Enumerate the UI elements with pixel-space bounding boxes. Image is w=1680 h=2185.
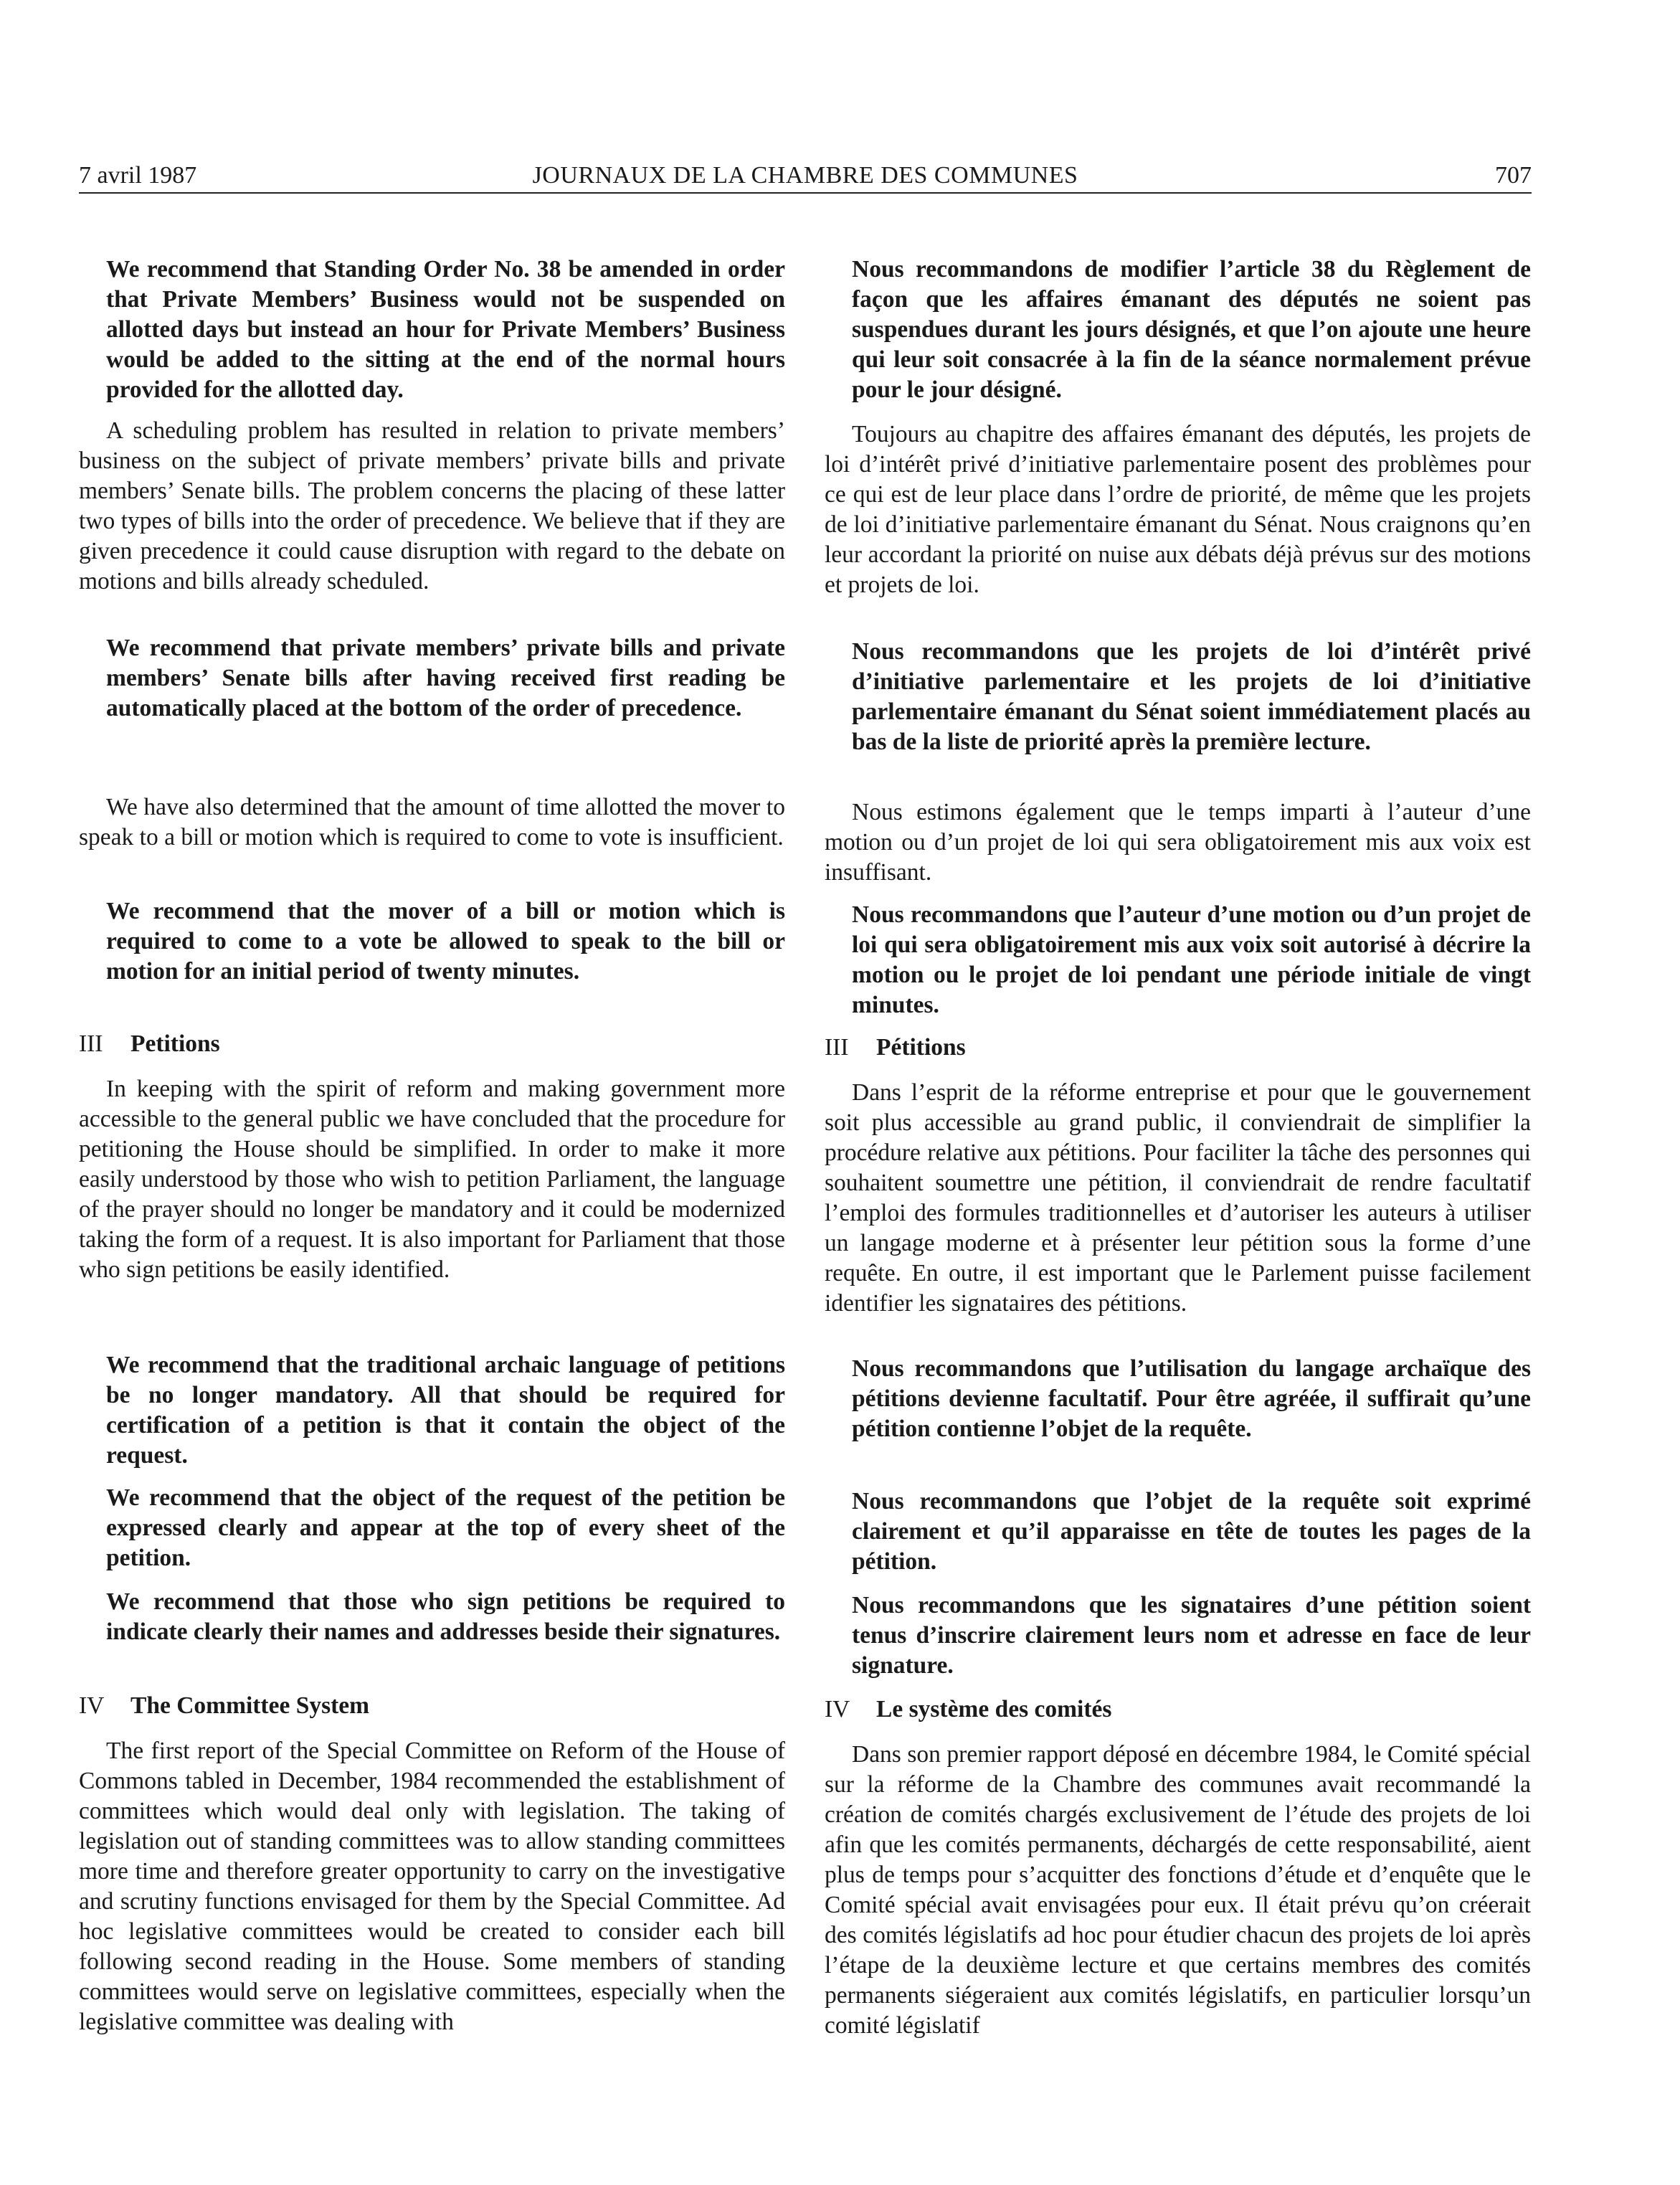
recommendation-signatures: We recommend that those who sign petitions be required to indicate clearly their names and addresses beside their signatures. — [106, 1588, 785, 1645]
recommendation-liste-de-priorite: Nous recommandons que les projets de loi d’intérêt privé d’initiative parlementaire et les projets de loi d’initiative parlementaire émanant du Sénat soient immédiatement placés au bas de la liste de priorité après la première lecture. — [852, 638, 1531, 755]
section-number: IV — [825, 1696, 850, 1722]
header-date: 7 avril 1987 — [79, 162, 197, 189]
page-header — [79, 159, 1532, 194]
recommendation-object-of-request: We recommend that the object of the request of the petition be expressed clearly and appear at the top of every sheet of the petition. — [106, 1484, 785, 1571]
paragraph-committee-system: The first report of the Special Committee on Reform of the House of Commons tabled in December, 1984 recommended the establishment of committees which would deal only with legislation. The taking of legislation out of standing committees was to allow standing committees more time and therefore greater opportunity to carry on the investigative and scrutiny functions envisaged for them by the Special Committee. Ad hoc legislative committees would be created to consider each bill following second reading in the House. Some members of standing committees would serve on legislative committees, especially when the legislative committee was dealing with — [79, 1738, 785, 2035]
section-title: Petitions — [130, 1030, 220, 1057]
section-number: III — [79, 1030, 103, 1057]
paragraph-temps-imparti: Nous estimons également que le temps imparti à l’auteur d’une motion ou d’un projet de loi qui sera obligatoirement mis aux voix est insuffisant. — [825, 799, 1531, 886]
section-number: IV — [79, 1692, 105, 1719]
recommendation-vingt-minutes: Nous recommandons que l’auteur d’une motion ou d’un projet de loi qui sera obligatoirement mis aux voix soit autorisé à décrire la motion ou le projet de loi pendant une période initiale de vingt minutes. — [852, 901, 1531, 1018]
recommendation-article-38: Nous recommandons de modifier l’article 38 du Règlement de façon que les affaires émanant des députés ne soient pas suspendues durant les jours désignés, et que l’on ajoute une heure qui leur soit consacrée à la fin de la séance normalement prévue pour le jour désigné. — [852, 256, 1531, 403]
section-title: Pétitions — [876, 1034, 966, 1061]
paragraph-time-allotted: We have also determined that the amount of time allotted the mover to speak to a bill or motion which is required to come to vote is insufficient. — [79, 794, 785, 850]
paragraph-scheduling-problem: A scheduling problem has resulted in relation to private members’ business on the subject of private members’ private bills and private members’ Senate bills. The problem concerns the placing of these latter two types of bills into the order of precedence. We believe that if they are given precedence it could cause disruption with regard to the debate on motions and bills already scheduled. — [79, 417, 785, 594]
recommendation-standing-order-38: We recommend that Standing Order No. 38 be amended in order that Private Members’ Business would not be suspended on allotted days but instead an hour for Private Members’ Business would be added to the sitting at the end of the normal hours provided for the allotted day. — [106, 256, 785, 403]
recommendation-langage-archaique: Nous recommandons que l’utilisation du langage archaïque des pétitions devienne facultatif. Pour être agréée, il suffirait qu’une pétition contienne l’objet de la requête. — [852, 1355, 1531, 1442]
paragraph-premier-rapport: Dans son premier rapport déposé en décembre 1984, le Comité spécial sur la réforme de la Chambre des communes avait recommandé la création de comités chargés exclusivement de l’étude des projets de loi afin que les comités permanents, déchargés de cette responsabilité, aient plus de temps pour s’acquitter des fonctions d’étude et d’enquête que le Comité spécial avait envisagées pour eux. Il était prévu qu’on créerait des comités législatifs ad hoc pour étudier chacun des projets de loi après l’étape de la deuxième lecture et que certains membres des comités permanents siégeraient aux comités législatifs, en particulier lorsqu’un comité législatif — [825, 1741, 1531, 2039]
section-heading-committee-system — [79, 1691, 785, 1721]
paragraph-affaires-deputes: Toujours au chapitre des affaires émanant des députés, les projets de loi d’intérêt privé d’initiative parlementaire posent des problèmes pour ce qui est de leur place dans l’ordre de priorité, de même que les projets de loi d’initiative parlementaire émanant du Sénat. Nous craignons qu’en leur accordant la priorité on nuise aux débats déjà prévus sur des motions et projets de loi. — [825, 421, 1531, 598]
section-title: Le système des comités — [876, 1696, 1112, 1722]
recommendation-signataires: Nous recommandons que les signataires d’une pétition soient tenus d’inscrire clairement leurs nom et adresse en face de leur signature. — [852, 1592, 1531, 1679]
section-title: The Committee System — [130, 1692, 370, 1719]
recommendation-twenty-minutes: We recommend that the mover of a bill or motion which is required to come to a vote be allowed to speak to the bill or motion for an initial period of twenty minutes. — [106, 898, 785, 985]
paragraph-esprit-reforme: Dans l’esprit de la réforme entreprise et pour que le gouvernement soit plus accessible au grand public, il conviendrait de simplifier la procédure relative aux pétitions. Pour faciliter la tâche des personnes qui souhaitent soumettre une pétition, il conviendrait de rendre facultatif l’emploi des formules traditionnelles et d’autoriser les auteurs à utiliser un langage moderne et à présenter leur pétition sous la forme d’une requête. En outre, il est important que le Parlement puisse facilement identifier les signataires des pétitions. — [825, 1079, 1531, 1317]
section-heading-petitions — [825, 1033, 1531, 1063]
section-number: III — [825, 1034, 849, 1061]
paragraph-petitions-reform: In keeping with the spirit of reform and making government more accessible to the general public we have concluded that the procedure for petitioning the House should be simplified. In order to make it more easily understood by those who wish to petition Parliament, the language of the prayer should no longer be mandatory and it could be modernized taking the form of a request. It is also important for Parliament that those who sign petitions be easily identified. — [79, 1076, 785, 1283]
recommendation-archaic-language: We recommend that the traditional archaic language of petitions be no longer mandatory. All that should be required for certification of a petition is that it contain the object of the request. — [106, 1352, 785, 1469]
section-heading-petitions — [79, 1029, 785, 1059]
recommendation-order-of-precedence: We recommend that private members’ private bills and private members’ Senate bills after having received first reading be automatically placed at the bottom of the order of precedence. — [106, 635, 785, 721]
section-heading-systeme-comites — [825, 1695, 1531, 1725]
header-page-number: 707 — [1495, 162, 1532, 189]
recommendation-objet-requete: Nous recommandons que l’objet de la requête soit exprimé clairement et qu’il apparaisse en tête de toutes les pages de la pétition. — [852, 1488, 1531, 1575]
header-journal-title: JOURNAUX DE LA CHAMBRE DES COMMUNES — [532, 162, 1078, 189]
